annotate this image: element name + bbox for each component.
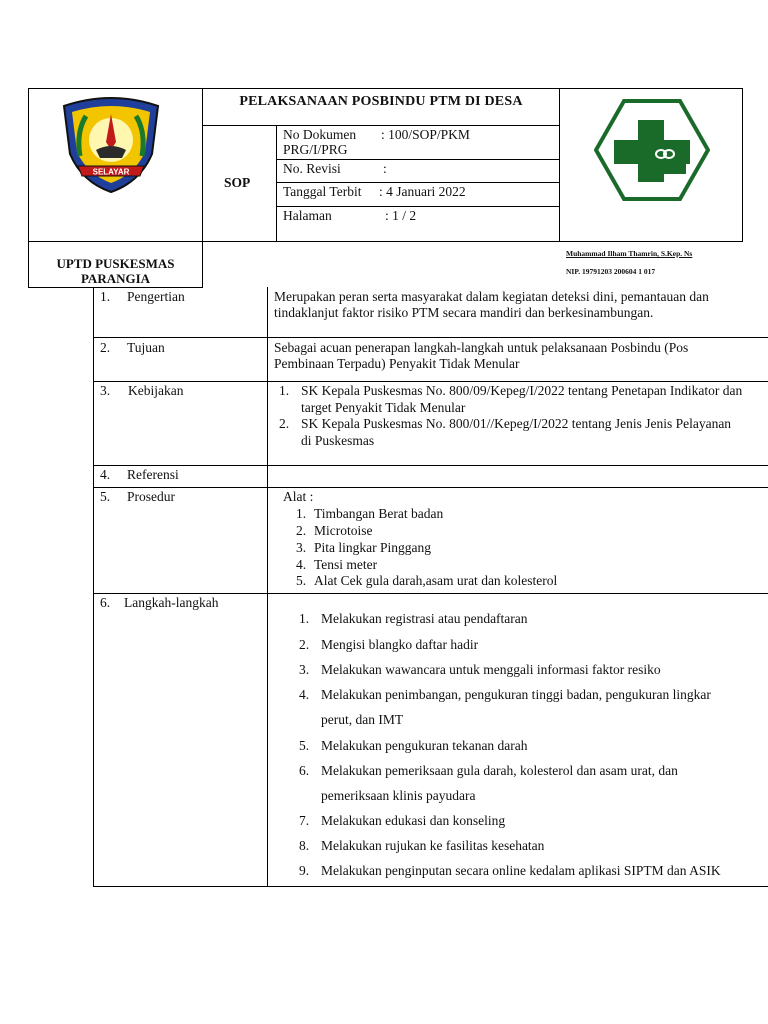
kabupaten-selayar-emblem — [56, 92, 166, 196]
page-label: Halaman — [283, 208, 332, 223]
list-item-text: Alat Cek gula darah,asam urat dan kolesterol — [314, 573, 558, 588]
unit-name-line2: PARANGIA — [80, 271, 151, 286]
row-label: Referensi — [127, 467, 179, 482]
doc-number-value: : 100/SOP/PKM — [381, 127, 470, 142]
list-item-text: Melakukan registrasi atau pendaftaran — [321, 611, 528, 626]
list-item-number: 4. — [296, 557, 307, 572]
list-item-text: Pita lingkar Pinggang — [314, 540, 431, 555]
list-item-text: Microtoise — [314, 523, 373, 538]
list-item-text: Melakukan wawancara untuk menggali informasi faktor resiko — [321, 662, 661, 677]
issue-date-value: : 4 Januari 2022 — [379, 184, 466, 199]
list-item-number: 5. — [299, 738, 310, 753]
list-item-text: Melakukan pemeriksaan gula darah, kolesterol dan asam urat, dan — [321, 763, 678, 778]
list-item-text: Melakukan rujukan ke fasilitas kesehatan — [321, 838, 545, 853]
list-item-number: 1. — [279, 383, 290, 398]
list-item-number: 8. — [299, 838, 310, 853]
row-label: Tujuan — [127, 340, 165, 355]
revision-label: No. Revisi — [283, 161, 341, 176]
doc-number-value-cont: PRG/I/PRG — [283, 142, 348, 157]
list-item-number: 2. — [299, 637, 310, 652]
list-item-text: SK Kepala Puskesmas No. 800/09/Kepeg/I/2022 tentang Penetapan Indikator dan — [301, 383, 743, 398]
list-item-text: Melakukan penginputan secara online kedalam aplikasi SIPTM dan ASIK — [321, 863, 721, 878]
list-item-text: target Penyakit Tidak Menular — [301, 400, 466, 415]
list-item-text: Mengisi blangko daftar hadir — [321, 637, 479, 652]
list-item-number: 1. — [299, 611, 310, 626]
list-item-number: 7. — [299, 813, 310, 828]
list-item-text: pemeriksaan klinis payudara — [321, 788, 476, 803]
revision-value: : — [383, 161, 387, 176]
row-number: 1. — [100, 289, 111, 304]
row-number: 5. — [100, 489, 111, 504]
list-item-text: perut, dan IMT — [321, 712, 404, 727]
sop-label: SOP — [224, 175, 251, 190]
issue-date-label: Tanggal Terbit — [283, 184, 362, 199]
row-number: 6. — [100, 595, 111, 610]
row-label: Prosedur — [127, 489, 175, 504]
row-number: 2. — [100, 340, 111, 355]
list-item-number: 4. — [299, 687, 310, 702]
emblem-banner-text: SELAYAR — [92, 167, 130, 177]
row-text-line: tindaklanjut faktor risiko PTM secara mandiri dan berkesinambungan. — [274, 305, 654, 320]
list-item-number: 3. — [296, 540, 307, 555]
signer-name: Muhammad Ilham Thamrin, S.Kep. Ns — [566, 249, 693, 258]
row-label: Langkah-langkah — [124, 595, 219, 610]
list-item-text: Melakukan edukasi dan konseling — [321, 813, 506, 828]
row-number: 3. — [100, 383, 111, 398]
list-item-text: SK Kepala Puskesmas No. 800/01//Kepeg/I/2022 tentang Jenis Jenis Pelayanan — [301, 416, 732, 431]
document-title: PELAKSANAAN POSBINDU PTM DI DESA — [239, 94, 523, 109]
list-item-number: 3. — [299, 662, 310, 677]
list-item-number: 6. — [299, 763, 310, 778]
row-text-line: Sebagai acuan penerapan langkah-langkah untuk pelaksanaan Posbindu (Pos — [274, 340, 689, 355]
doc-number-label: No Dokumen — [283, 127, 357, 142]
signer-nip: NIP. 19791203 200604 1 017 — [566, 267, 656, 276]
list-item-number: 2. — [296, 523, 307, 538]
row-label: Kebijakan — [128, 383, 184, 398]
prosedur-intro: Alat : — [283, 489, 314, 504]
row-text-line: Pembinaan Terpadu) Penyakit Tidak Menular — [274, 356, 520, 371]
row-number: 4. — [100, 467, 111, 482]
row-text-line: Merupakan peran serta masyarakat dalam kegiatan deteksi dini, pemantauan dan — [274, 289, 709, 304]
list-item-number: 2. — [279, 416, 290, 431]
row-label: Pengertian — [127, 289, 185, 304]
list-item-number: 9. — [299, 863, 310, 878]
list-item-text: Melakukan penimbangan, pengukuran tinggi badan, pengukuran lingkar — [321, 687, 711, 702]
list-item-text: Tensi meter — [314, 557, 378, 572]
list-item-text: Timbangan Berat badan — [314, 506, 444, 521]
page-value: : 1 / 2 — [385, 208, 417, 223]
list-item-number: 1. — [296, 506, 307, 521]
unit-name-line1: UPTD PUSKESMAS — [56, 256, 175, 271]
list-item-number: 5. — [296, 573, 307, 588]
list-item-text: Melakukan pengukuran tekanan darah — [321, 738, 528, 753]
list-item-text: di Puskesmas — [301, 433, 375, 448]
puskesmas-logo — [594, 98, 710, 202]
